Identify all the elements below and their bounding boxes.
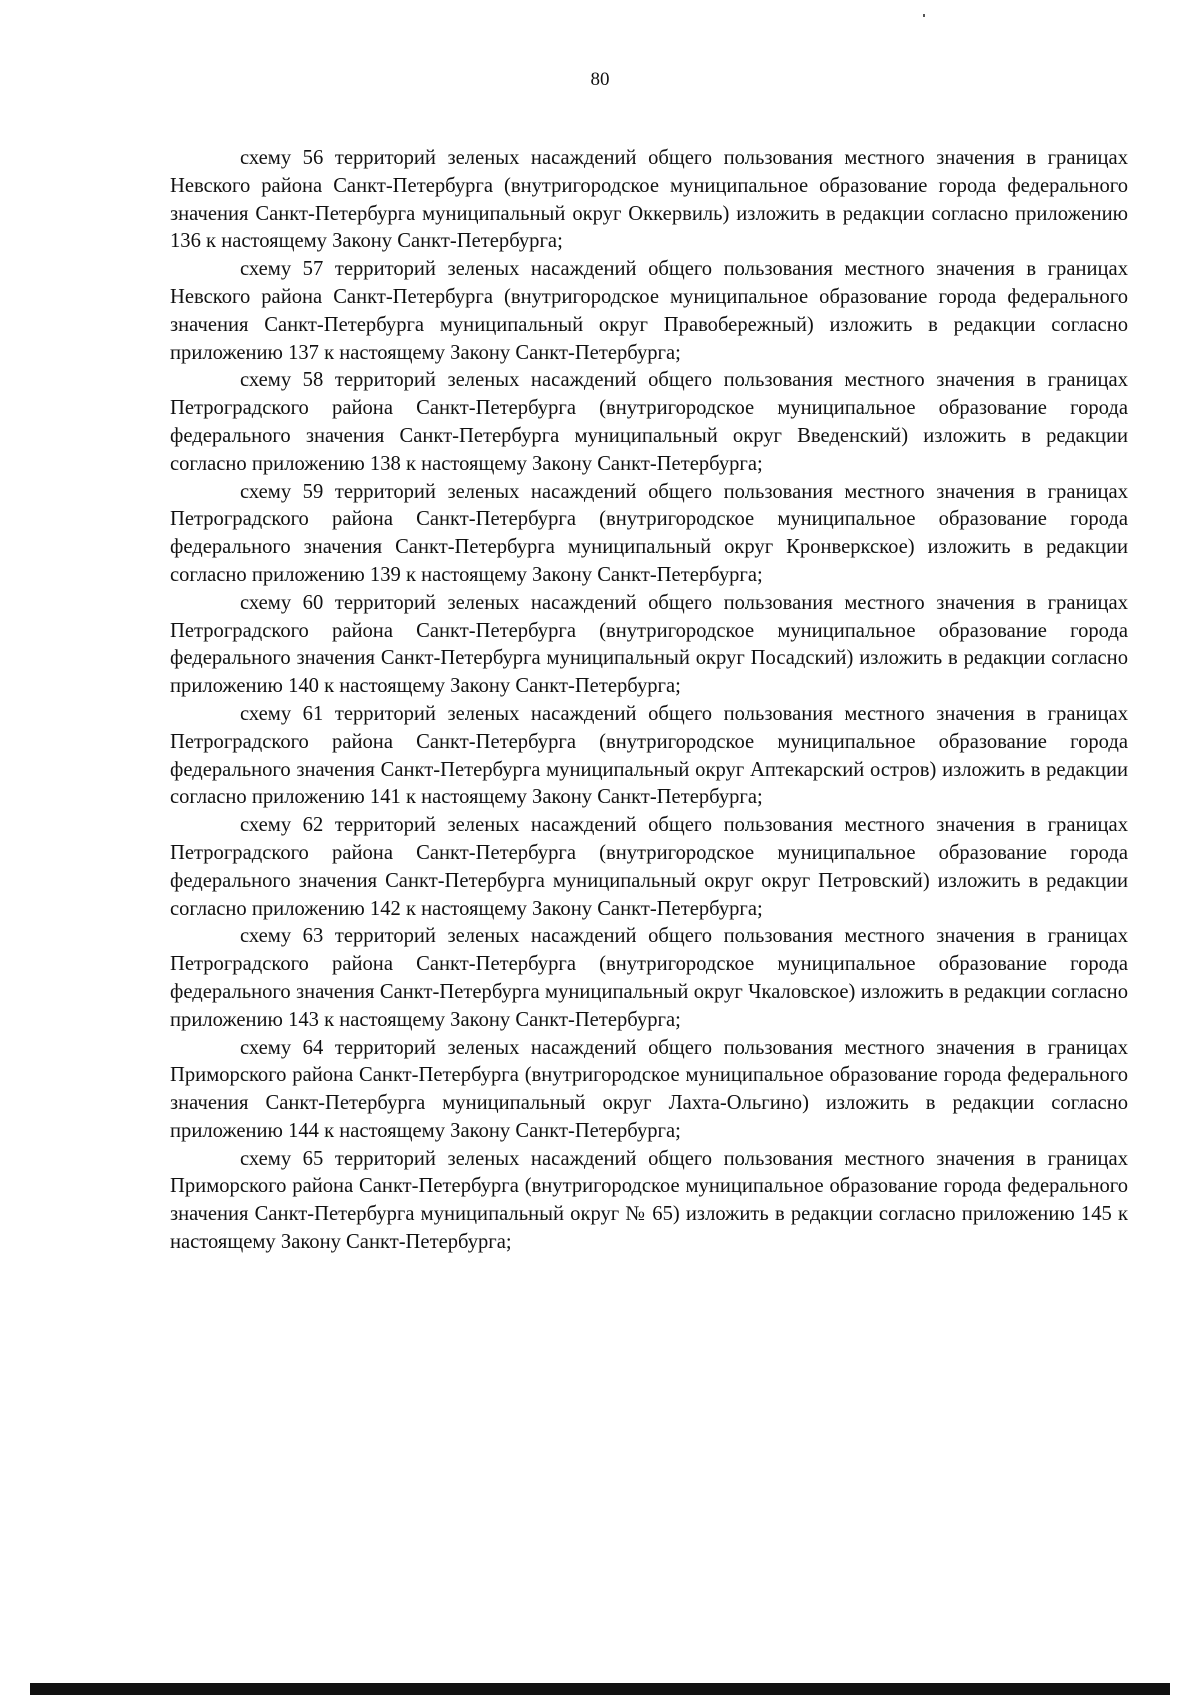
paragraph-scheme-61: схему 61 территорий зеленых насаждений общего пользования местного значения в границах Петроградского района Санкт-Петербурга (внутригородское муниципальное образование города федерального значения Санкт-Петербурга муниципальный округ Аптекарский остров) изложить в редакции согласно приложению 141 к настоящему Закону Санкт-Петербурга;: [170, 702, 1128, 809]
document-body: [170, 145, 1128, 1257]
paragraph-scheme-58: схему 58 территорий зеленых насаждений общего пользования местного значения в границах Петроградского района Санкт-Петербурга (внутригородское муниципальное образование города федерального значения Санкт-Петербурга муниципальный округ Введенский) изложить в редакции согласно приложению 138 к настоящему Закону Санкт-Петербурга;: [170, 369, 1128, 475]
paragraph-scheme-57: схему 57 территорий зеленых насаждений общего пользования местного значения в границах Невского района Санкт-Петербурга (внутригородское муниципальное образование города федерального значения Санкт-Петербурга муниципальный округ Правобережный) изложить в редакции согласно приложению 137 к настоящему Закону Санкт-Петербурга;: [170, 258, 1128, 364]
paragraph-scheme-59: схему 59 территорий зеленых насаждений общего пользования местного значения в границах Петроградского района Санкт-Петербурга (внутригородское муниципальное образование города федерального значения Санкт-Петербурга муниципальный округ Кронверкское) изложить в редакции согласно приложению 139 к настоящему Закону Санкт-Петербурга;: [170, 480, 1128, 586]
paragraph-scheme-65: схему 65 территорий зеленых насаждений общего пользования местного значения в границах Приморского района Санкт-Петербурга (внутригородское муниципальное образование города федерального значения Санкт-Петербурга муниципальный округ № 65) изложить в редакции согласно приложению 145 к настоящему Закону Санкт-Петербурга;: [170, 1147, 1128, 1254]
paragraph-scheme-63: схему 63 территорий зеленых насаждений общего пользования местного значения в границах Петроградского района Санкт-Петербурга (внутригородское муниципальное образование города федерального значения Санкт-Петербурга муниципальный округ Чкаловское) изложить в редакции согласно приложению 143 к настоящему Закону Санкт-Петербурга;: [170, 925, 1128, 1031]
scan-speck: [923, 14, 925, 17]
page-number: 80: [590, 69, 610, 90]
scan-bottom-edge: [30, 1683, 1170, 1695]
paragraph-scheme-62: схему 62 территорий зеленых насаждений общего пользования местного значения в границах Петроградского района Санкт-Петербурга (внутригородское муниципальное образование города федерального значения Санкт-Петербурга муниципальный округ округ Петровский) изложить в редакции согласно приложению 142 к настоящему Закону Санкт-Петербурга;: [170, 814, 1128, 920]
paragraph-scheme-60: схему 60 территорий зеленых насаждений общего пользования местного значения в границах Петроградского района Санкт-Петербурга (внутригородское муниципальное образование города федерального значения Санкт-Петербурга муниципальный округ Посадский) изложить в редакции согласно приложению 140 к настоящему Закону Санкт-Петербурга;: [170, 591, 1128, 698]
paragraph-scheme-56: схему 56 территорий зеленых насаждений общего пользования местного значения в границах Невского района Санкт-Петербурга (внутригородское муниципальное образование города федерального значения Санкт-Петербурга муниципальный округ Оккервиль) изложить в редакции согласно приложению 136 к настоящему Закону Санкт-Петербурга;: [170, 147, 1128, 253]
paragraph-scheme-64: схему 64 территорий зеленых насаждений общего пользования местного значения в границах Приморского района Санкт-Петербурга (внутригородское муниципальное образование города федерального значения Санкт-Петербурга муниципальный округ Лахта-Ольгино) изложить в редакции согласно приложению 144 к настоящему Закону Санкт-Петербурга;: [170, 1036, 1128, 1142]
